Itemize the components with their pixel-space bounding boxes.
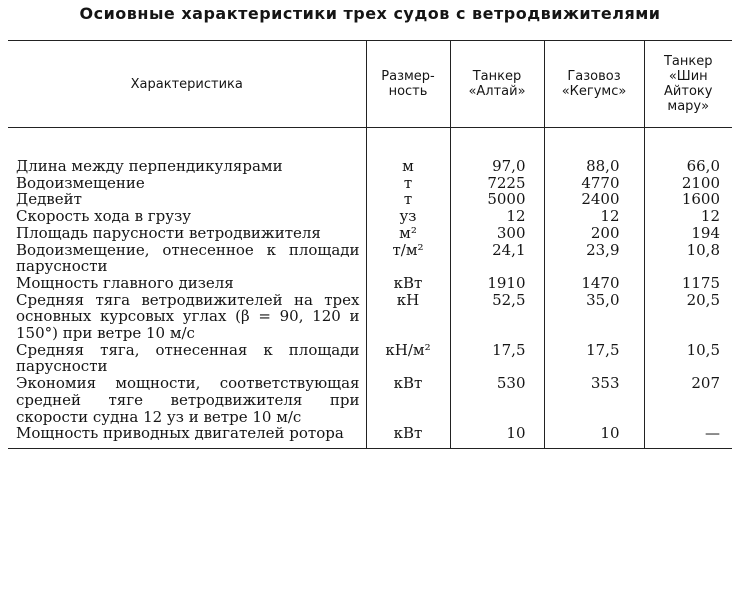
- row-unit: кН/м²: [366, 342, 450, 375]
- header-characteristic: Характеристика: [8, 41, 366, 128]
- row-value-shin-aitoku-maru: 2100: [644, 175, 732, 192]
- row-label: Средняя тяга ветродвижителей на трех основных курсовых углах (β = 90, 120 и 150°) при ветре 10 м/с: [16, 290, 360, 343]
- row-label: Площадь парусности ветродвижителя: [16, 223, 321, 242]
- row-value-altai: 17,5: [450, 342, 544, 375]
- header-ship-shin-aitoku-maru: Танкер «Шин Айтоку мару»: [644, 41, 732, 128]
- row-label: Водоизмещение, отнесенное к площади парусности: [16, 240, 360, 276]
- row-value-shin-aitoku-maru: 10,5: [644, 342, 732, 375]
- row-unit: м²: [366, 225, 450, 242]
- row-label: Длина между перпендикулярами: [16, 157, 283, 175]
- row-value-kegums: 17,5: [544, 342, 644, 375]
- row-value-altai: 97,0: [450, 128, 544, 175]
- row-value-altai: 24,1: [450, 242, 544, 275]
- row-value-kegums: 2400: [544, 191, 644, 208]
- row-value-shin-aitoku-maru: 20,5: [644, 292, 732, 342]
- row-value-altai: 52,5: [450, 292, 544, 342]
- row-unit: кВт: [366, 275, 450, 292]
- row-value-kegums: 1470: [544, 275, 644, 292]
- table-row: [8, 208, 732, 225]
- row-label: Экономия мощности, соответствующая средней тяге ветродвижителя при скорости судна 12 уз и ветре 10 м/с: [16, 374, 360, 426]
- header-row: [8, 41, 732, 128]
- row-value-altai: 7225: [450, 175, 544, 192]
- row-unit: т: [366, 191, 450, 208]
- row-label: Водоизмещение: [16, 173, 145, 192]
- table-row: [8, 292, 732, 342]
- row-value-altai: 10: [450, 425, 544, 448]
- row-value-kegums: 200: [544, 225, 644, 242]
- row-value-shin-aitoku-maru: 12: [644, 208, 732, 225]
- row-value-kegums: 35,0: [544, 292, 644, 342]
- row-value-altai: 12: [450, 208, 544, 225]
- row-value-kegums: 12: [544, 208, 644, 225]
- row-value-kegums: 353: [544, 375, 644, 425]
- table-row: [8, 275, 732, 292]
- row-value-altai: 300: [450, 225, 544, 242]
- table-row: [8, 375, 732, 425]
- row-value-altai: 1910: [450, 275, 544, 292]
- table-row: [8, 128, 732, 175]
- row-value-kegums: 88,0: [544, 128, 644, 175]
- header-unit: Размер- ность: [366, 41, 450, 128]
- row-unit: т/м²: [366, 242, 450, 275]
- row-value-shin-aitoku-maru: 1600: [644, 191, 732, 208]
- row-value-shin-aitoku-maru: 207: [644, 375, 732, 425]
- table-row: [8, 175, 732, 192]
- row-unit: кН: [366, 292, 450, 342]
- row-unit: уз: [366, 208, 450, 225]
- row-unit: кВт: [366, 375, 450, 425]
- header-ship-altai: Танкер «Алтай»: [450, 41, 544, 128]
- header-ship-kegums: Газовоз «Кегумс»: [544, 41, 644, 128]
- table-row: [8, 425, 732, 448]
- row-unit: кВт: [366, 425, 450, 448]
- table-title: Осиовные характеристики трех судов с ветродвижителями: [79, 4, 661, 23]
- row-value-altai: 5000: [450, 191, 544, 208]
- row-unit: м: [366, 128, 450, 175]
- table-row: [8, 242, 732, 275]
- row-value-shin-aitoku-maru: —: [644, 425, 732, 448]
- row-label: Дедвейт: [16, 190, 82, 209]
- table-row: [8, 342, 732, 375]
- ship-characteristics-table: [8, 40, 732, 449]
- table-row: [8, 225, 732, 242]
- row-label: Мощность приводных двигателей ротора: [8, 425, 366, 448]
- row-unit: т: [366, 175, 450, 192]
- row-value-kegums: 4770: [544, 175, 644, 192]
- table-row: [8, 191, 732, 208]
- row-value-shin-aitoku-maru: 194: [644, 225, 732, 242]
- row-value-altai: 530: [450, 375, 544, 425]
- row-value-shin-aitoku-maru: 1175: [644, 275, 732, 292]
- row-label: Мощность главного дизеля: [16, 273, 234, 292]
- row-value-kegums: 10: [544, 425, 644, 448]
- row-value-kegums: 23,9: [544, 242, 644, 275]
- row-value-shin-aitoku-maru: 10,8: [644, 242, 732, 275]
- row-value-shin-aitoku-maru: 66,0: [644, 128, 732, 175]
- row-label: Средняя тяга, отнесенная к площади парусности: [16, 340, 360, 376]
- row-label: Скорость хода в грузу: [16, 207, 192, 226]
